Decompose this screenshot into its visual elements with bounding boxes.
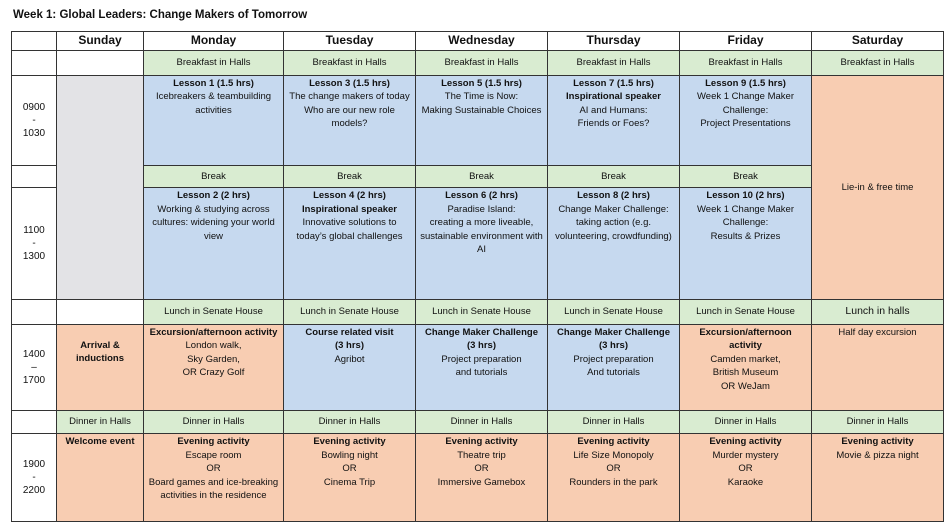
lesson-speaker: Inspirational speaker	[301, 203, 398, 215]
activity-title: Excursion/afternoon activity	[149, 326, 278, 338]
activity-line: British Museum	[712, 367, 779, 379]
evening-row	[12, 434, 944, 522]
lesson-cell-3	[284, 75, 416, 165]
time-cell-0900	[12, 75, 57, 165]
time-cell-empty	[12, 165, 57, 187]
activity-title: Evening activity	[577, 436, 650, 448]
lesson-cell-2	[144, 188, 284, 300]
break-cell: Break	[548, 165, 680, 187]
lesson-line: Week 1 Change Maker Challenge:	[697, 203, 794, 229]
activity-line: OR Crazy Golf	[182, 367, 245, 379]
activity-title: Change Maker Challenge	[557, 326, 670, 338]
time-dash: -	[32, 114, 36, 126]
afternoon-row	[12, 324, 944, 410]
wednesday-afternoon-cell	[416, 324, 548, 410]
activity-line: And tutorials	[587, 367, 640, 379]
lesson-line: creating a more liveable, sustainable environment with AI	[420, 217, 543, 256]
lesson-line: The Time is Now:	[444, 91, 519, 103]
activity-line: Half day excursion	[838, 326, 917, 338]
lesson-line: Paradise Island:	[447, 203, 516, 215]
time-start: 1400	[22, 348, 46, 360]
activity-title: Change Maker Challenge	[425, 326, 538, 338]
header-row	[12, 32, 944, 51]
dinner-cell: Dinner in Halls	[144, 410, 284, 433]
day-header-wednesday: Wednesday	[416, 32, 548, 51]
day-header-thursday: Thursday	[548, 32, 680, 51]
lesson-title: Lesson 4 (2 hrs)	[313, 190, 386, 202]
friday-afternoon-cell	[680, 324, 812, 410]
time-cell-1400	[12, 324, 57, 410]
activity-line: Bowling night	[321, 449, 378, 461]
lunch-cell: Lunch in Senate House	[144, 300, 284, 325]
time-dash: –	[31, 361, 37, 373]
time-cell-empty	[12, 51, 57, 76]
day-header-sunday: Sunday	[57, 32, 144, 51]
activity-line: OR	[206, 463, 221, 475]
monday-afternoon-cell	[144, 324, 284, 410]
break-cell: Break	[144, 165, 284, 187]
break-cell: Break	[680, 165, 812, 187]
time-header-cell	[12, 32, 57, 51]
saturday-free-time-cell: Lie-in & free time	[812, 75, 944, 300]
lesson-cell-9	[680, 75, 812, 165]
activity-title: Evening activity	[313, 436, 386, 448]
activity-line: Board games and ice-breaking activities in the residence	[148, 476, 279, 502]
day-header-saturday: Saturday	[812, 32, 944, 51]
activity-line: OR	[342, 463, 357, 475]
activity-line: Movie & pizza night	[836, 449, 919, 461]
wednesday-evening-cell	[416, 434, 548, 522]
lesson-line: AI and Humans:	[579, 104, 648, 116]
lesson-title: Lesson 9 (1.5 hrs)	[705, 77, 786, 89]
time-start: 1900	[22, 459, 46, 471]
lesson-title: Lesson 5 (1.5 hrs)	[441, 77, 522, 89]
sunday-lunch-cell	[57, 300, 144, 325]
lesson-title: Lesson 1 (1.5 hrs)	[173, 77, 254, 89]
activity-title: Evening activity	[709, 436, 782, 448]
dinner-cell: Dinner in Halls	[57, 410, 144, 433]
weekly-schedule-table	[11, 31, 944, 522]
lunch-cell: Lunch in Senate House	[284, 300, 416, 325]
lunch-row	[12, 300, 944, 325]
activity-line: Murder mystery	[712, 449, 779, 461]
lesson-row-1	[12, 75, 944, 165]
lesson-cell-8	[548, 188, 680, 300]
activity-line: Karaoke	[727, 476, 764, 488]
monday-evening-cell	[144, 434, 284, 522]
lesson-line: Icebreakers & teambuilding activities	[155, 91, 272, 116]
breakfast-row	[12, 51, 944, 76]
lesson-line: Week 1 Change Maker Challenge:	[697, 91, 794, 116]
lesson-line: Change Maker Challenge: taking action (e.g. volunteering, crowdfunding)	[555, 203, 672, 242]
lesson-line: Who are our new role models?	[304, 104, 395, 130]
breakfast-cell: Breakfast in Halls	[548, 51, 680, 76]
lesson-cell-6	[416, 188, 548, 300]
activity-title: Excursion/afternoon activity	[699, 326, 792, 352]
activity-line: Project preparation	[573, 353, 654, 365]
lesson-speaker: Inspirational speaker	[565, 91, 662, 103]
lunch-cell: Lunch in Senate House	[416, 300, 548, 325]
lesson-cell-5	[416, 75, 548, 165]
lesson-cell-4	[284, 188, 416, 300]
time-dash: -	[32, 472, 36, 484]
lesson-line: Innovative solutions to today’s global challenges	[296, 217, 403, 242]
break-row	[12, 165, 944, 187]
dinner-cell: Dinner in Halls	[284, 410, 416, 433]
lesson-title: Lesson 7 (1.5 hrs)	[573, 77, 654, 89]
time-cell-empty	[12, 410, 57, 433]
dinner-cell: Dinner in Halls	[548, 410, 680, 433]
activity-line: Immersive Gamebox	[437, 476, 526, 488]
dinner-row	[12, 410, 944, 433]
saturday-afternoon-cell	[812, 324, 944, 410]
activity-duration: (3 hrs)	[334, 340, 365, 352]
lesson-line: Making Sustainable Choices	[421, 104, 542, 116]
lesson-title: Lesson 2 (2 hrs)	[177, 190, 250, 202]
sunday-breakfast-cell	[57, 51, 144, 76]
activity-title: Welcome event	[65, 436, 135, 448]
thursday-evening-cell	[548, 434, 680, 522]
breakfast-cell: Breakfast in Halls	[812, 51, 944, 76]
day-header-monday: Monday	[144, 32, 284, 51]
lunch-cell: Lunch in Senate House	[680, 300, 812, 325]
friday-evening-cell	[680, 434, 812, 522]
lunch-cell: Lunch in Senate House	[548, 300, 680, 325]
lesson-line: Results & Prizes	[710, 230, 781, 242]
activity-line: Theatre trip	[457, 449, 506, 461]
lesson-title: Lesson 8 (2 hrs)	[577, 190, 650, 202]
saturday-lunch-cell: Lunch in halls	[812, 300, 944, 325]
activity-duration: (3 hrs)	[598, 340, 629, 352]
lesson-row-2	[12, 188, 944, 300]
dinner-cell: Dinner in Halls	[416, 410, 548, 433]
activity-line: OR	[474, 463, 489, 475]
lesson-line: Project Presentations	[700, 118, 791, 130]
activity-line: OR WeJam	[721, 380, 770, 392]
thursday-afternoon-cell	[548, 324, 680, 410]
activity-line: London walk,	[185, 340, 242, 352]
time-end: 1300	[22, 251, 46, 263]
activity-line: OR	[606, 463, 621, 475]
activity-title: Course related visit	[305, 326, 394, 338]
breakfast-cell: Breakfast in Halls	[416, 51, 548, 76]
activity-line: Project preparation	[441, 353, 522, 365]
lesson-cell-1	[144, 75, 284, 165]
activity-line: OR	[738, 463, 753, 475]
break-cell: Break	[416, 165, 548, 187]
saturday-evening-cell	[812, 434, 944, 522]
lesson-title: Lesson 3 (1.5 hrs)	[309, 77, 390, 89]
activity-line: Rounders in the park	[569, 476, 658, 488]
time-start: 1100	[23, 225, 45, 237]
time-end: 2200	[22, 485, 46, 497]
lesson-title: Lesson 6 (2 hrs)	[445, 190, 518, 202]
activity-line: Escape room	[185, 449, 242, 461]
activity-duration: (3 hrs)	[466, 340, 497, 352]
activity-title: Evening activity	[445, 436, 518, 448]
activity-line: Life Size Monopoly	[573, 449, 654, 461]
day-header-tuesday: Tuesday	[284, 32, 416, 51]
tuesday-afternoon-cell	[284, 324, 416, 410]
activity-line: Camden market,	[710, 353, 781, 365]
activity-line: Sky Garden,	[187, 353, 240, 365]
lesson-line: The change makers of today	[289, 91, 410, 103]
activity-title: Evening activity	[177, 436, 250, 448]
activity-title: Evening activity	[841, 436, 914, 448]
lesson-line: Friends or Foes?	[577, 118, 650, 130]
time-end: 1030	[22, 127, 46, 139]
schedule-title: Week 1: Global Leaders: Change Makers of Tomorrow	[13, 9, 308, 21]
sunday-free-block	[57, 75, 144, 300]
time-cell-1900	[12, 434, 57, 522]
break-cell: Break	[284, 165, 416, 187]
dinner-cell: Dinner in Halls	[812, 410, 944, 433]
time-start: 0900	[22, 101, 46, 113]
arrival-title: Arrival & inductions	[75, 339, 125, 365]
time-cell-1100	[12, 188, 57, 300]
tuesday-evening-cell	[284, 434, 416, 522]
activity-line: Cinema Trip	[323, 476, 376, 488]
breakfast-cell: Breakfast in Halls	[144, 51, 284, 76]
breakfast-cell: Breakfast in Halls	[680, 51, 812, 76]
lesson-line: Working & studying across cultures: widening your world view	[152, 203, 275, 242]
lesson-cell-10	[680, 188, 812, 300]
lesson-title: Lesson 10 (2 hrs)	[706, 190, 785, 202]
dinner-cell: Dinner in Halls	[680, 410, 812, 433]
time-end: 1700	[22, 374, 46, 386]
sunday-arrival-cell	[57, 324, 144, 410]
sunday-evening-cell	[57, 434, 144, 522]
activity-line: and tutorials	[455, 367, 508, 379]
lesson-cell-7	[548, 75, 680, 165]
activity-line: Agribot	[334, 353, 365, 365]
time-cell-empty	[12, 300, 57, 325]
breakfast-cell: Breakfast in Halls	[284, 51, 416, 76]
time-dash: -	[32, 238, 36, 250]
day-header-friday: Friday	[680, 32, 812, 51]
